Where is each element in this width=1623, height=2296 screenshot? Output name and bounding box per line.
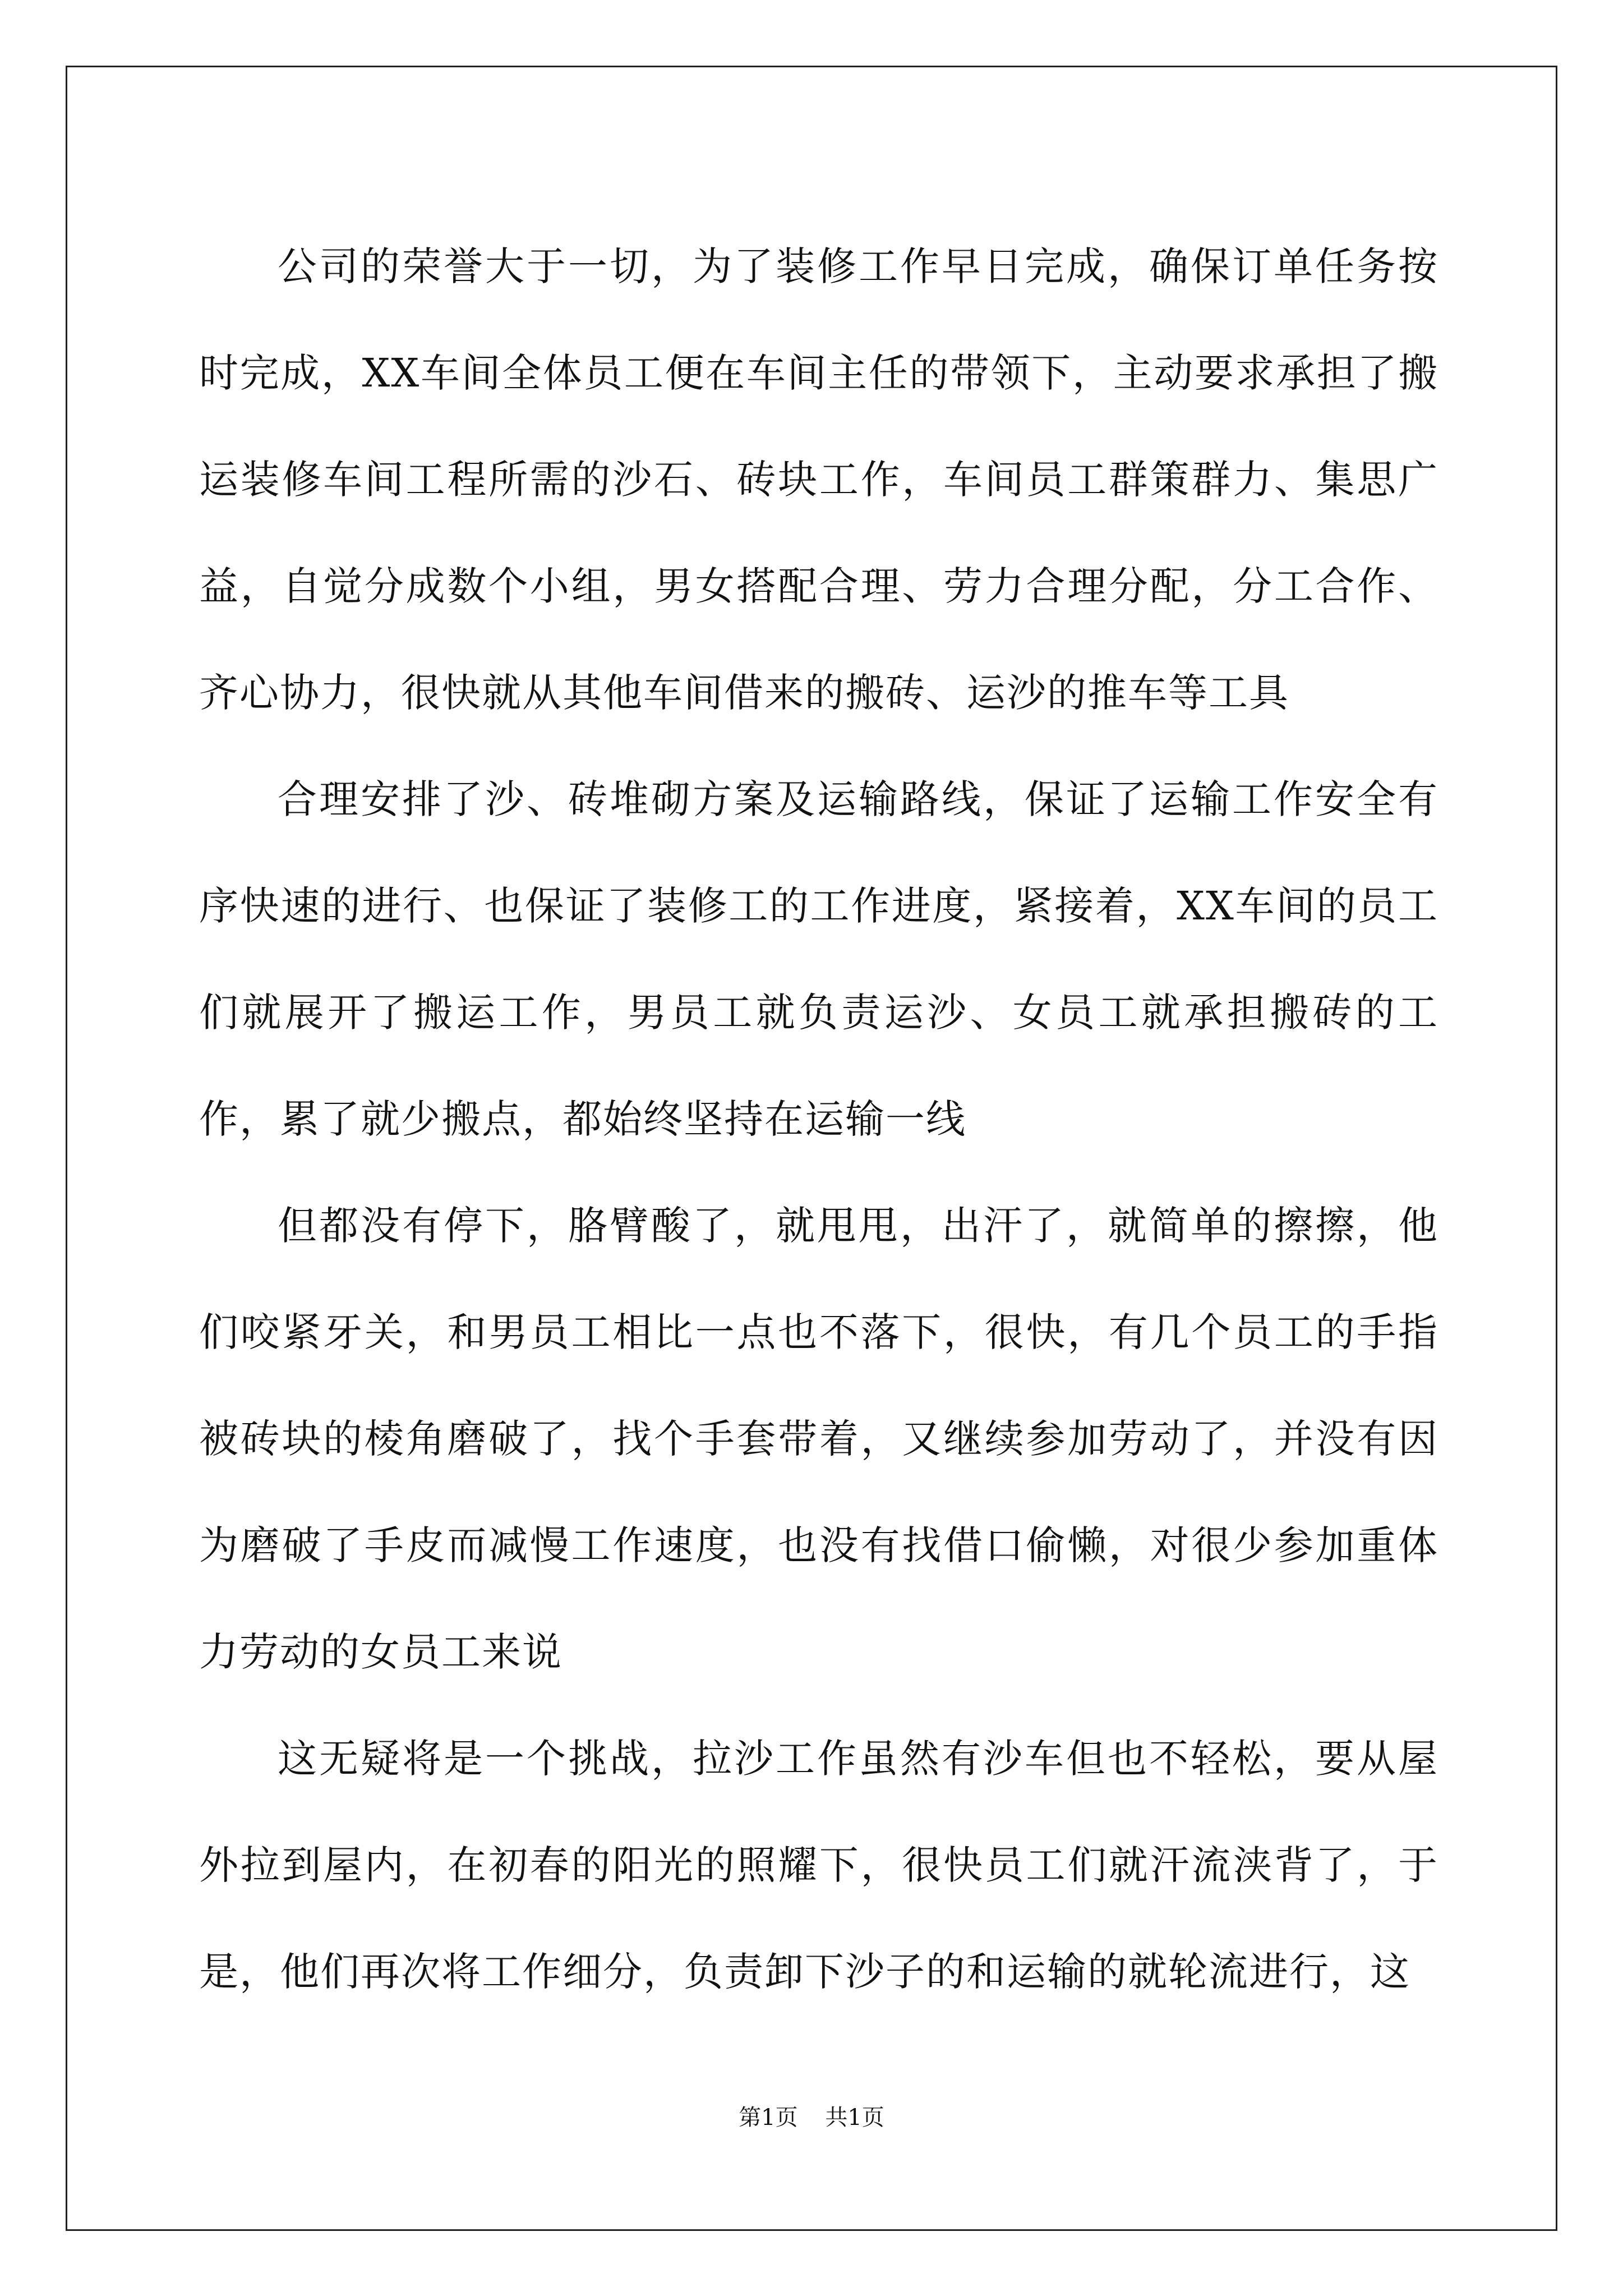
page-footer [0,2101,1623,2134]
paragraph-2: 合理安排了沙、砖堆砌方案及运输路线，保证了运输工作安全有序快速的进行、也保证了装修工的工作进度，紧接着，XX车间的员工们就展开了搬运工作，男员工就负责运沙、女员工就承担搬砖的工作，累了就少搬点，都始终坚持在运输一线 [199,776,1438,1142]
page-total: 共1页 [825,2105,884,2131]
paragraph-1: 公司的荣誉大于一切，为了装修工作早日完成，确保订单任务按时完成，XX车间全体员工便在车间主任的带领下，主动要求承担了搬运装修车间工程所需的沙石、砖块工作，车间员工群策群力、集思广益，自觉分成数个小组，男女搭配合理、劳力合理分配，分工合作、齐心协力，很快就从其他车间借来的搬砖、运沙的推车等工具 [199,243,1438,716]
paragraph-3: 但都没有停下，胳臂酸了，就甩甩，出汗了，就简单的擦擦，他们咬紧牙关，和男员工相比一点也不落下，很快，有几个员工的手指被砖块的棱角磨破了，找个手套带着，又继续参加劳动了，并没有因为磨破了手皮而减慢工作速度，也没有找借口偷懒，对很少参加重体力劳动的女员工来说 [199,1203,1438,1675]
document-body [199,213,1438,2025]
page-number: 第1页 [739,2105,798,2131]
paragraph-4: 这无疑将是一个挑战，拉沙工作虽然有沙车但也不轻松，要从屋外拉到屋内，在初春的阳光的照耀下，很快员工们就汗流浃背了，于是，他们再次将工作细分，负责卸下沙子的和运输的就轮流进行，这 [199,1736,1438,1995]
